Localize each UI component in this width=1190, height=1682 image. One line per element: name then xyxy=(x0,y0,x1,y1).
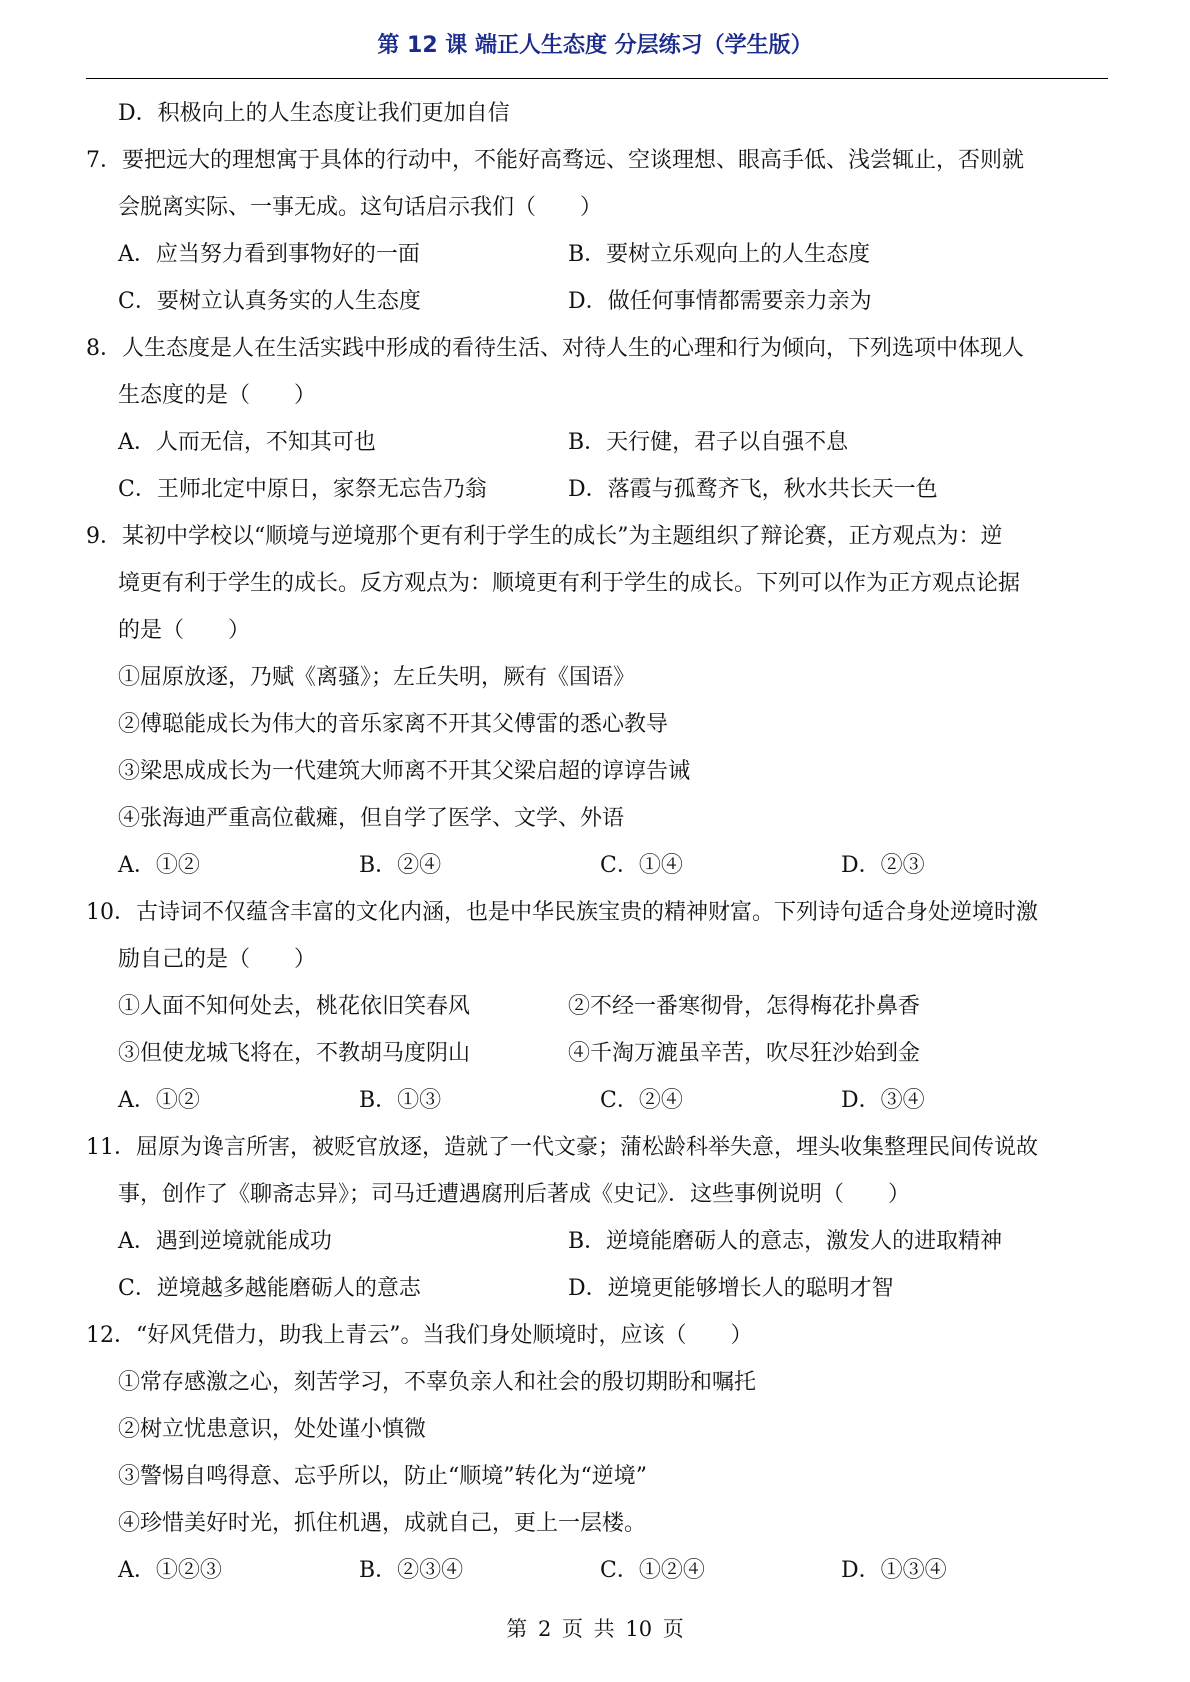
question-8 xyxy=(86,325,1111,513)
option-d[interactable]: D．①③④ xyxy=(841,1558,947,1583)
option-d[interactable]: D．逆境更能够增长人的聪明才智 xyxy=(568,1276,894,1301)
statement-row xyxy=(86,1030,1111,1077)
options-row xyxy=(86,231,1111,278)
option-a[interactable]: A．①② xyxy=(118,853,200,878)
statement-item-1: ①常存感激之心，刻苦学习，不辜负亲人和社会的殷切期盼和嘱托 xyxy=(118,1370,757,1395)
options-row xyxy=(86,419,1111,466)
question-stem-line: 11．屈原为谗言所害，被贬官放逐，造就了一代文豪；蒲松龄科举失意，埋头收集整理民间传说故 xyxy=(86,1135,1038,1160)
option-b[interactable]: B．①③ xyxy=(359,1088,442,1113)
statement-item-3: ③警惕自鸣得意、忘乎所以，防止“顺境”转化为“逆境” xyxy=(118,1464,647,1489)
page-header-title: 第 12 课 端正人生态度 分层练习（学生版） xyxy=(377,33,813,58)
question-stem-line: 会脱离实际、一事无成。这句话启示我们（ ） xyxy=(118,195,603,220)
question-stem-line: 8．人生态度是人在生活实践中形成的看待生活、对待人生的心理和行为倾向，下列选项中体现人 xyxy=(86,336,1025,361)
prev-question-option-d: D．积极向上的人生态度让我们更加自信 xyxy=(118,101,510,126)
option-a[interactable]: A．①②③ xyxy=(118,1558,222,1583)
option-c[interactable]: C．要树立认真务实的人生态度 xyxy=(118,289,421,314)
options-row xyxy=(86,1218,1111,1265)
page-number: 第 2 页 共 10 页 xyxy=(506,1617,684,1641)
statement-item-2: ②不经一番寒彻骨，怎得梅花扑鼻香 xyxy=(568,994,921,1019)
option-b[interactable]: B．要树立乐观向上的人生态度 xyxy=(568,242,871,267)
option-c[interactable]: C．王师北定中原日，家祭无忘告乃翁 xyxy=(118,477,487,502)
question-stem-line: 12．“好风凭借力，助我上青云”。当我们身处顺境时，应该（ ） xyxy=(86,1323,753,1348)
option-b[interactable]: B．天行健，君子以自强不息 xyxy=(568,430,849,455)
option-d[interactable]: D．②③ xyxy=(841,853,925,878)
question-10 xyxy=(86,889,1111,1124)
question-11 xyxy=(86,1124,1111,1312)
option-a[interactable]: A．应当努力看到事物好的一面 xyxy=(118,242,420,267)
question-stem-line: 生态度的是（ ） xyxy=(118,383,317,408)
statement-row xyxy=(86,983,1111,1030)
option-d[interactable]: D．落霞与孤鹜齐飞，秋水共长天一色 xyxy=(568,477,938,502)
option-c[interactable]: C．①②④ xyxy=(600,1558,705,1583)
option-c[interactable]: C．逆境越多越能磨砺人的意志 xyxy=(118,1276,421,1301)
option-a[interactable]: A．遇到逆境就能成功 xyxy=(118,1229,332,1254)
question-stem-line: 励自己的是（ ） xyxy=(118,947,317,972)
statement-item-3: ③梁思成成长为一代建筑大师离不开其父梁启超的谆谆告诫 xyxy=(118,759,691,784)
options-row xyxy=(86,1547,1111,1594)
question-stem-line: 9．某初中学校以“顺境与逆境那个更有利于学生的成长”为主题组织了辩论赛，正方观点为：逆 xyxy=(86,524,1003,549)
option-b[interactable]: B．逆境能磨砺人的意志，激发人的进取精神 xyxy=(568,1229,1003,1254)
options-row xyxy=(86,1265,1111,1312)
option-d[interactable]: D．做任何事情都需要亲力亲为 xyxy=(568,289,872,314)
header-divider xyxy=(86,78,1108,79)
statement-item-1: ①屈原放逐，乃赋《离骚》；左丘失明，厥有《国语》 xyxy=(118,665,636,690)
statement-item-4: ④珍惜美好时光，抓住机遇，成就自己，更上一层楼。 xyxy=(118,1511,647,1536)
question-stem-line: 境更有利于学生的成长。反方观点为：顺境更有利于学生的成长。下列可以作为正方观点论据 xyxy=(118,571,1021,596)
option-c[interactable]: C．①④ xyxy=(600,853,683,878)
question-content xyxy=(86,90,1111,1594)
question-7 xyxy=(86,137,1111,325)
options-row xyxy=(86,278,1111,325)
option-a[interactable]: A．人而无信，不知其可也 xyxy=(118,430,376,455)
question-stem-line: 事，创作了《聊斋志异》；司马迁遭遇腐刑后著成《史记》．这些事例说明（ ） xyxy=(118,1182,911,1207)
question-9 xyxy=(86,513,1111,889)
statement-item-1: ①人面不知何处去，桃花依旧笑春风 xyxy=(118,994,471,1019)
options-row xyxy=(86,466,1111,513)
options-row xyxy=(86,1077,1111,1124)
options-row xyxy=(86,842,1111,889)
question-stem-line: 10．古诗词不仅蕴含丰富的文化内涵，也是中华民族宝贵的精神财富。下列诗句适合身处逆境时激 xyxy=(86,900,1038,925)
option-b[interactable]: B．②④ xyxy=(359,853,442,878)
question-stem-line: 7．要把远大的理想寓于具体的行动中，不能好高骛远、空谈理想、眼高手低、浅尝辄止，否则就 xyxy=(86,148,1025,173)
statement-item-2: ②傅聪能成长为伟大的音乐家离不开其父傅雷的悉心教导 xyxy=(118,712,669,737)
statement-item-3: ③但使龙城飞将在，不教胡马度阴山 xyxy=(118,1041,471,1066)
question-12 xyxy=(86,1312,1111,1594)
option-a[interactable]: A．①② xyxy=(118,1088,200,1113)
statement-item-4: ④张海迪严重高位截瘫，但自学了医学、文学、外语 xyxy=(118,806,625,831)
statement-item-2: ②树立忧患意识，处处谨小慎微 xyxy=(118,1417,427,1442)
option-b[interactable]: B．②③④ xyxy=(359,1558,464,1583)
statement-item-4: ④千淘万漉虽辛苦，吹尽狂沙始到金 xyxy=(568,1041,921,1066)
option-c[interactable]: C．②④ xyxy=(600,1088,683,1113)
option-d[interactable]: D．③④ xyxy=(841,1088,925,1113)
question-stem-line: 的是（ ） xyxy=(118,618,251,643)
